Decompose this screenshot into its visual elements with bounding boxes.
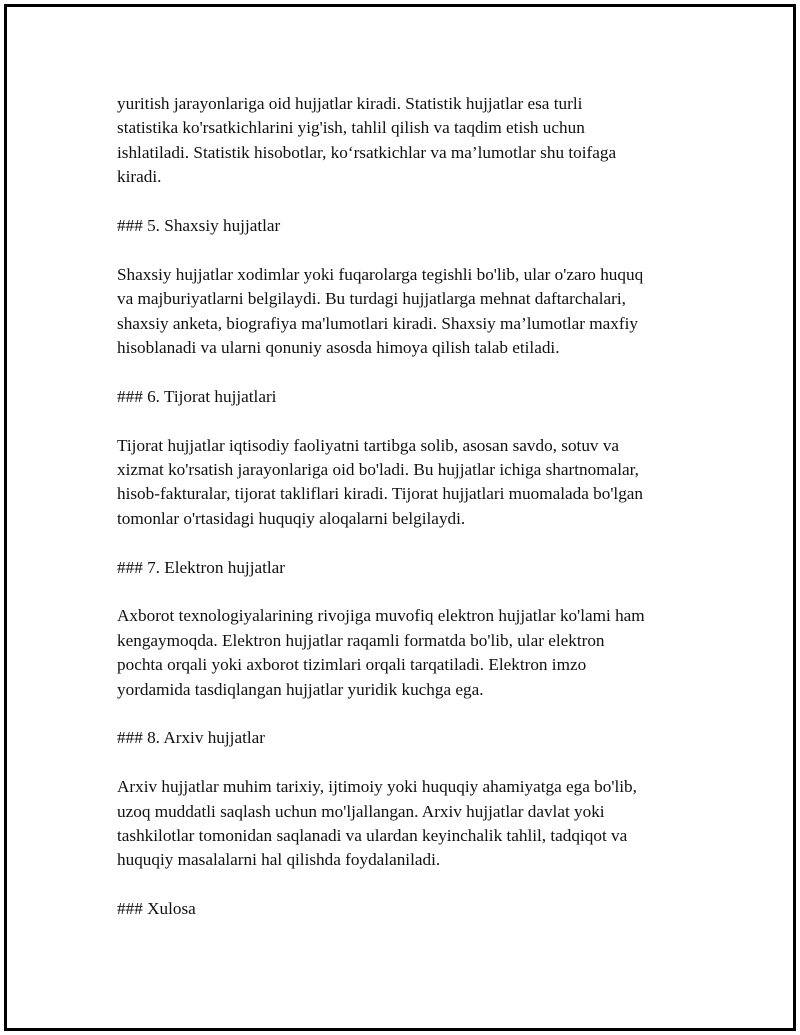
- heading-xulosa: ### Xulosa: [117, 899, 196, 919]
- document-body: [117, 92, 707, 946]
- heading-tijorat-hujjatlari: ### 6. Tijorat hujjatlari: [117, 386, 277, 406]
- paragraph-statistik-continued: yuritish jarayonlariga oid hujjatlar kiradi. Statistik hujjatlar esa turli statistika ko'rsatkichlarini yig'ish, tahlil qilish va taqdim etish uchun ishlatiladi. Statistik hisobotlar, ko‘rsatkichlar va ma’lumotlar shu toifaga kiradi.: [117, 94, 617, 187]
- paragraph-tijorat-hujjatlari: Tijorat hujjatlar iqtisodiy faoliyatni tartibga solib, asosan savdo, sotuv va xizmat ko'rsatish jarayonlariga oid bo'ladi. Bu hujjatlar ichiga shartnomalar, hisob-fakturalar, tijorat takliflari kiradi. Tijorat hujjatlari muomalada bo'lgan tomonlar o'rtasidagi huquqiy aloqalarni belgilaydi.: [117, 435, 644, 528]
- paragraph-arxiv-hujjatlar: Arxiv hujjatlar muhim tarixiy, ijtimoiy yoki huquqiy ahamiyatga ega bo'lib, uzoq muddatli saqlash uchun mo'ljallangan. Arxiv hujjatlar davlat yoki tashkilotlar tomonidan saqlanadi va ulardan keyinchalik tahlil, tadqiqot va huquqiy masalalarni hal qilishda foydalaniladi.: [117, 777, 637, 870]
- heading-arxiv-hujjatlar: ### 8. Arxiv hujjatlar: [117, 728, 265, 748]
- heading-elektron-hujjatlar: ### 7. Elektron hujjatlar: [117, 557, 286, 577]
- paragraph-shaxsiy-hujjatlar: Shaxsiy hujjatlar xodimlar yoki fuqarolarga tegishli bo'lib, ular o'zaro huquq va majburiyatlarni belgilaydi. Bu turdagi hujjatlarga mehnat daftarchalari, shaxsiy anketa, biografiya ma'lumotlari kiradi. Shaxsiy ma’lumotlar maxfiy hisoblanadi va ularni qonuniy asosda himoya qilish talab etiladi.: [117, 264, 644, 358]
- paragraph-elektron-hujjatlar: Axborot texnologiyalarining rivojiga muvofiq elektron hujjatlar ko'lami ham kengaymoqda. Elektron hujjatlar raqamli formatda bo'lib, ular elektron pochta orqali yoki axborot tizimlari orqali tarqatiladi. Elektron imzo yordamida tasdiqlangan hujjatlar yuridik kuchga ega.: [117, 606, 645, 699]
- heading-shaxsiy-hujjatlar: ### 5. Shaxsiy hujjatlar: [117, 216, 281, 236]
